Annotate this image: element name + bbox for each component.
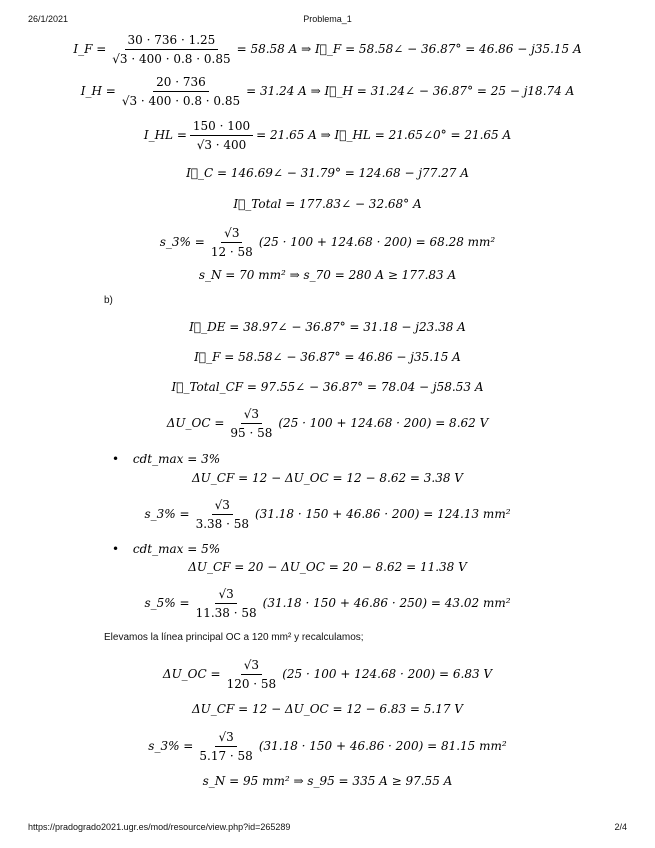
bullet-cdt-5 xyxy=(112,542,220,556)
equation-itotal-cf xyxy=(0,378,655,396)
fraction xyxy=(224,658,280,691)
fraction xyxy=(196,730,255,763)
fraction xyxy=(119,75,243,108)
source-url: https://pradogrado2021.ugr.es/mod/resource/view.php?id=265289 xyxy=(28,822,291,832)
eq-text: ΔU_CF = 12 − ΔU_OC = 12 − 6.83 = 5.17 V xyxy=(192,702,463,716)
print-date: 26/1/2021 xyxy=(28,14,69,24)
fraction xyxy=(193,498,252,531)
equation-ducf2 xyxy=(0,558,655,576)
fraction-denominator: 120 · 58 xyxy=(226,676,277,691)
equation-if2 xyxy=(0,348,655,366)
fraction-numerator: √3 xyxy=(215,730,236,747)
eq-lhs: I_F = xyxy=(73,42,107,56)
equation-ide xyxy=(0,318,655,336)
eq-lhs: I_H = xyxy=(80,84,116,98)
fraction xyxy=(227,407,275,440)
bullet-text: cdt_max = 3% xyxy=(132,452,221,466)
equation-ducf1 xyxy=(0,469,655,487)
page-title: Problema_1 xyxy=(303,14,352,24)
paragraph-elevamos: Elevamos la línea principal OC a 120 mm² y recalculamos; xyxy=(104,632,364,643)
equation-s3b xyxy=(0,496,655,532)
fraction-numerator: √3 xyxy=(215,587,236,604)
fraction-denominator: √3 · 400 · 0.8 · 0.85 xyxy=(121,93,241,108)
fraction-numerator: 20 · 736 xyxy=(153,75,209,92)
fraction-denominator: 95 · 58 xyxy=(230,425,273,440)
eq-rhs: (31.18 · 150 + 46.86 · 200) = 81.15 mm² xyxy=(258,739,507,753)
eq-lhs: ΔU_OC = xyxy=(162,667,221,681)
section-label-b: b) xyxy=(104,295,113,306)
equation-ic xyxy=(0,164,655,182)
eq-lhs: I_HL = xyxy=(143,128,187,142)
eq-text: s_N = 70 mm² ⇒ s_70 = 280 A ≥ 177.83 A xyxy=(198,268,457,282)
fraction-denominator: √3 · 400 xyxy=(196,137,247,152)
equation-duoc2 xyxy=(0,656,655,692)
fraction-denominator: 12 · 58 xyxy=(210,244,253,259)
equation-s3 xyxy=(0,224,655,260)
eq-rhs: (31.18 · 150 + 46.86 · 250) = 43.02 mm² xyxy=(262,596,511,610)
bullet-cdt-3 xyxy=(112,452,220,466)
equation-s5 xyxy=(0,585,655,621)
eq-rhs: (25 · 100 + 124.68 · 200) = 68.28 mm² xyxy=(258,235,496,249)
fraction-denominator: √3 · 400 · 0.8 · 0.85 xyxy=(112,51,231,66)
fraction-denominator: 3.38 · 58 xyxy=(195,516,249,531)
fraction-numerator: √3 xyxy=(241,407,262,424)
eq-text: ΔU_CF = 20 − ΔU_OC = 20 − 8.62 = 11.38 V xyxy=(188,560,467,574)
eq-text: I⃗_C = 146.69∠ − 31.79° = 124.68 − j77.27 A xyxy=(186,166,469,180)
equation-itotal xyxy=(0,195,655,213)
eq-text: I⃗_Total = 177.83∠ − 32.68° A xyxy=(233,197,422,211)
fraction xyxy=(193,587,260,620)
equation-duoc xyxy=(0,405,655,441)
fraction-numerator: √3 xyxy=(212,498,233,515)
equation-ih xyxy=(0,74,655,108)
equation-ducf3 xyxy=(0,700,655,718)
eq-text: I⃗_DE = 38.97∠ − 36.87° = 31.18 − j23.38 A xyxy=(189,320,466,334)
fraction-denominator: 5.17 · 58 xyxy=(199,748,253,763)
eq-lhs: s_3% = xyxy=(159,235,205,249)
eq-text: ΔU_CF = 12 − ΔU_OC = 12 − 8.62 = 3.38 V xyxy=(192,471,463,485)
eq-lhs: s_3% = xyxy=(148,739,194,753)
fraction-numerator: √3 xyxy=(221,226,242,243)
eq-text: s_N = 95 mm² ⇒ s_95 = 335 A ≥ 97.55 A xyxy=(202,774,453,788)
fraction-denominator: 11.38 · 58 xyxy=(195,605,257,620)
eq-lhs: s_3% = xyxy=(144,507,190,521)
page-number: 2/4 xyxy=(614,822,627,832)
equation-ihl xyxy=(0,118,655,152)
eq-rhs: (25 · 100 + 124.68 · 200) = 6.83 V xyxy=(282,667,493,681)
eq-rhs: (25 · 100 + 124.68 · 200) = 8.62 V xyxy=(278,416,489,430)
eq-rhs: = 21.65 A ⇒ I⃗_HL = 21.65∠0° = 21.65 A xyxy=(256,128,512,142)
fraction xyxy=(109,33,233,66)
equation-s3c xyxy=(0,728,655,764)
fraction xyxy=(190,119,253,152)
eq-rhs: = 58.58 A ⇒ I⃗_F = 58.58∠ − 36.87° = 46.86 − j35.15 A xyxy=(236,42,582,56)
fraction-numerator: 30 · 736 · 1.25 xyxy=(125,33,219,50)
eq-lhs: ΔU_OC = xyxy=(166,416,225,430)
eq-rhs: (31.18 · 150 + 46.86 · 200) = 124.13 mm² xyxy=(255,507,511,521)
equation-if xyxy=(0,32,655,66)
fraction-numerator: √3 xyxy=(241,658,262,675)
eq-text: I⃗_F = 58.58∠ − 36.87° = 46.86 − j35.15 A xyxy=(194,350,461,364)
equation-sn2 xyxy=(0,772,655,790)
eq-rhs: = 31.24 A ⇒ I⃗_H = 31.24∠ − 36.87° = 25 − j18.74 A xyxy=(246,84,575,98)
eq-text: I⃗_Total_CF = 97.55∠ − 36.87° = 78.04 − j58.53 A xyxy=(171,380,484,394)
fraction-numerator: 150 · 100 xyxy=(190,119,253,136)
eq-lhs: s_5% = xyxy=(144,596,190,610)
fraction xyxy=(208,226,256,259)
equation-sn xyxy=(0,266,655,284)
bullet-text: cdt_max = 5% xyxy=(132,542,221,556)
